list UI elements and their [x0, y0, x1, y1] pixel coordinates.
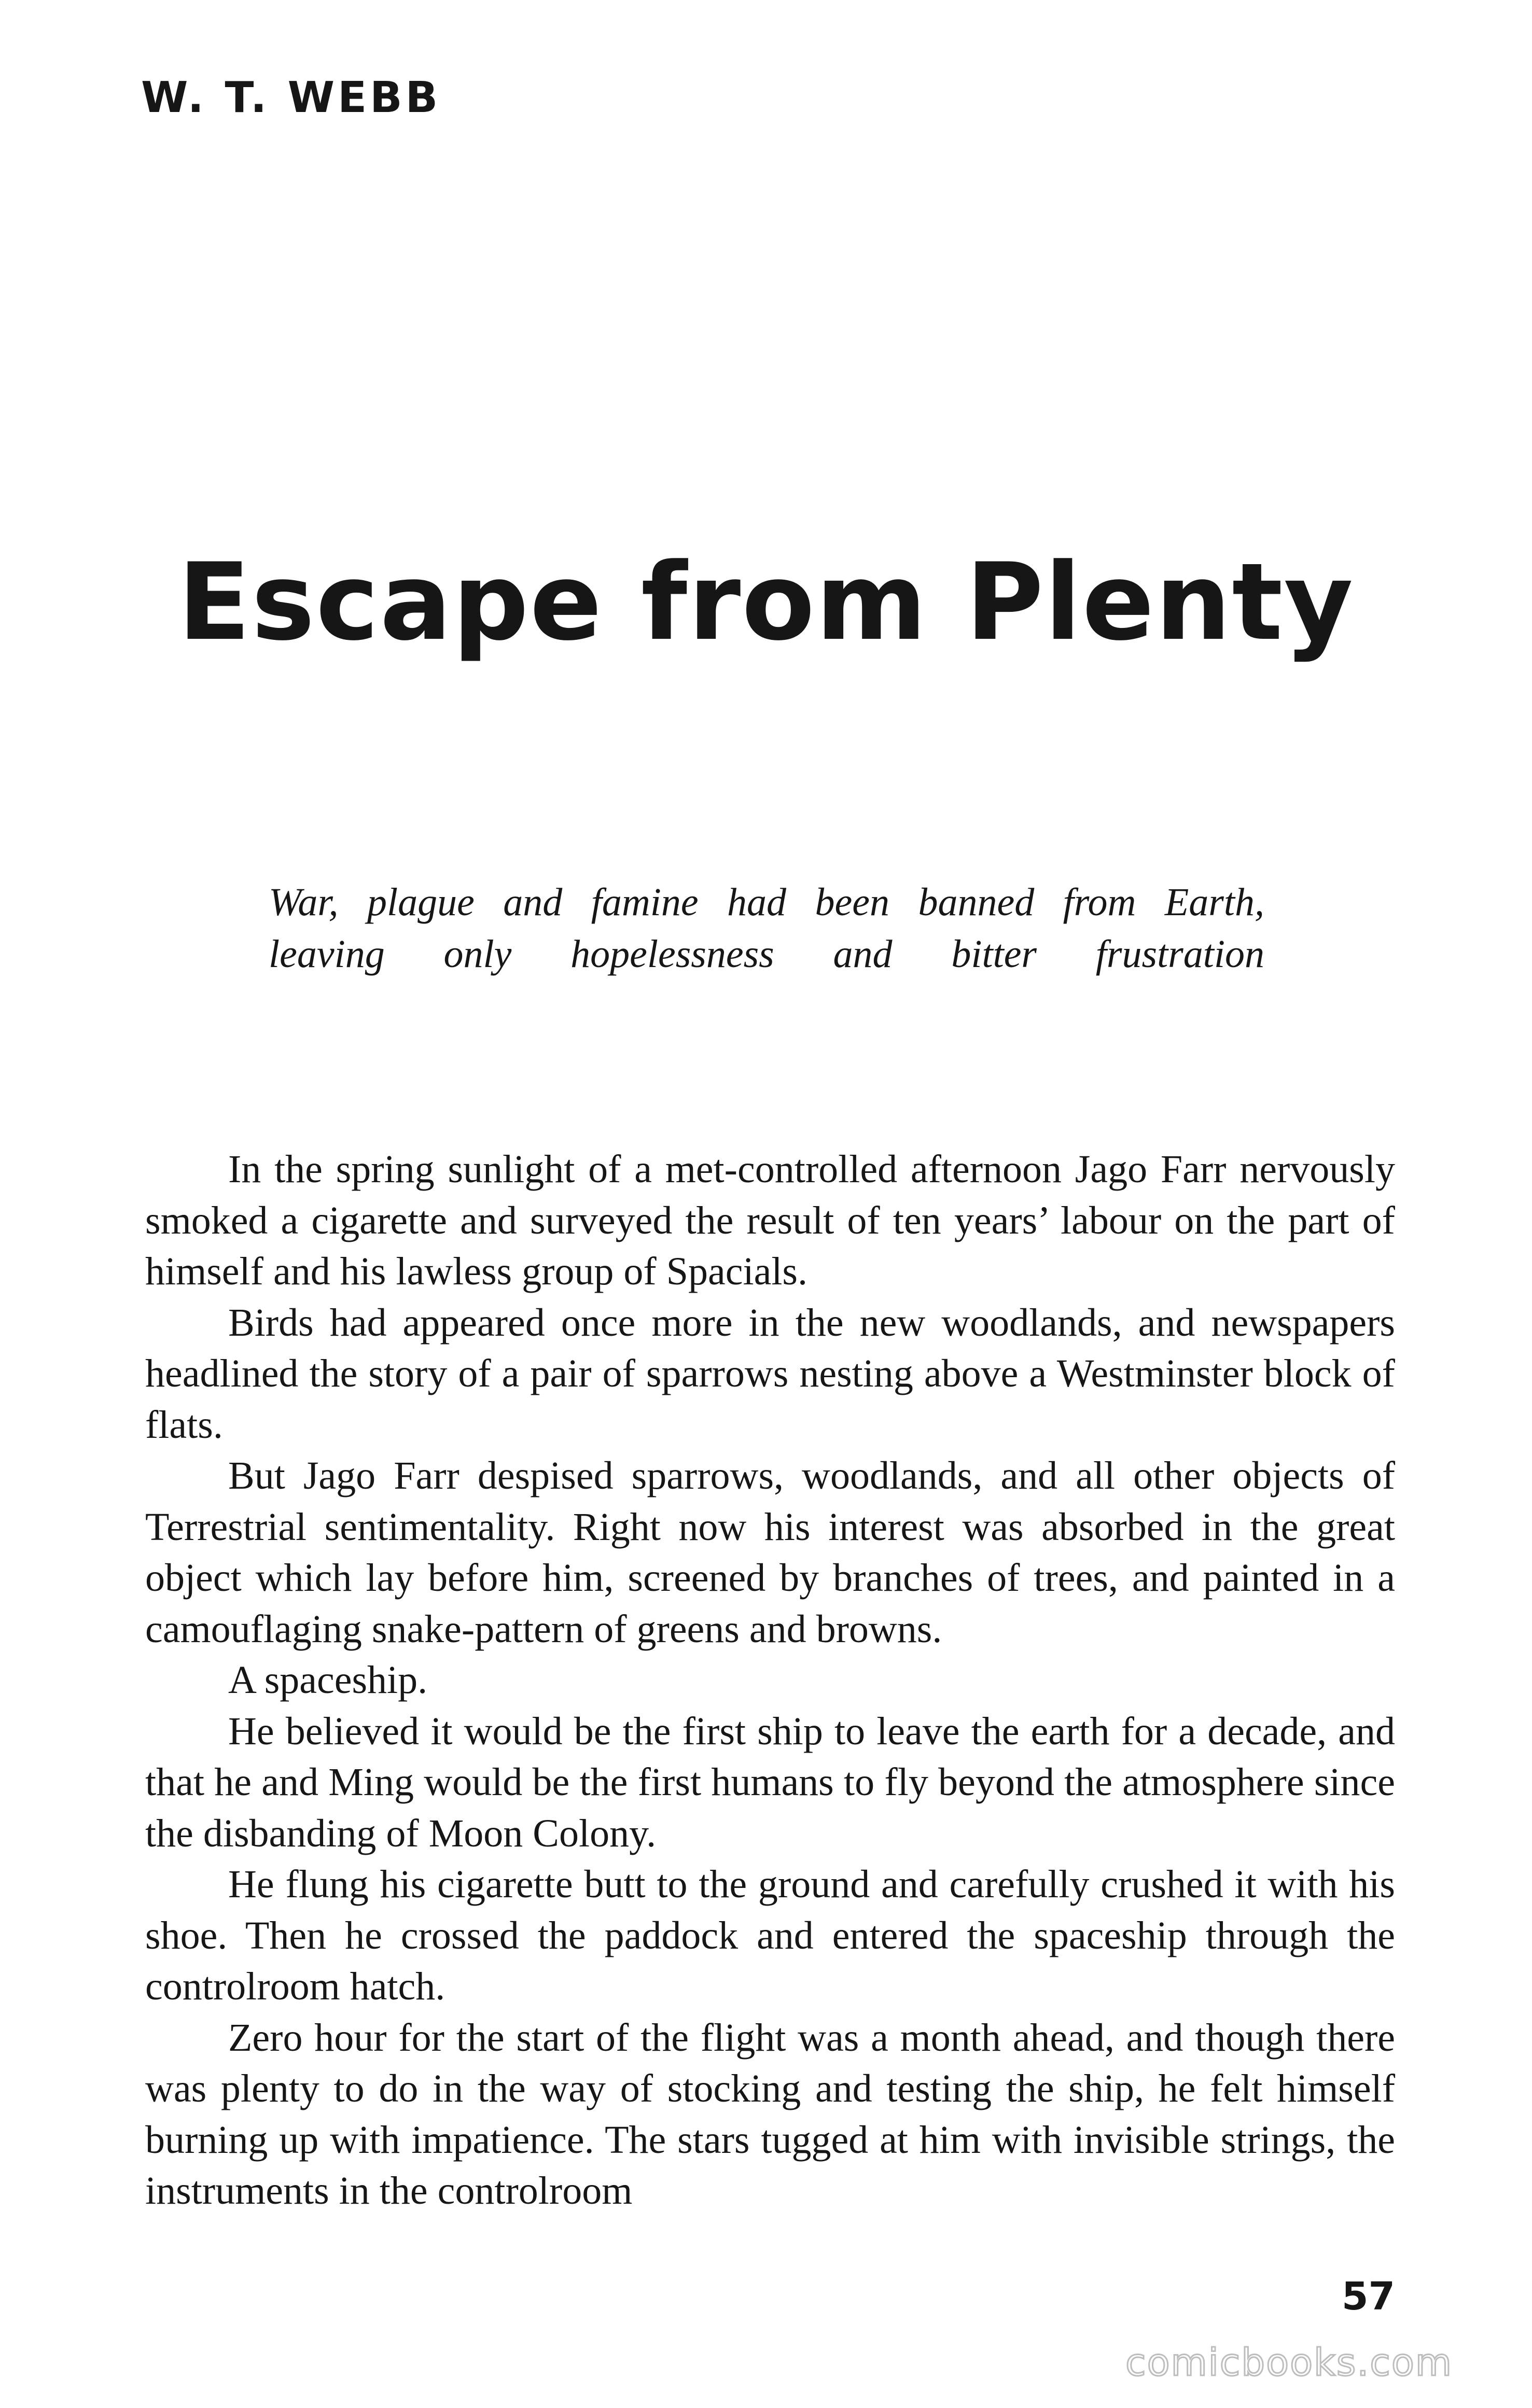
paragraph: He flung his cigarette butt to the ground and carefully crushed it with his shoe. Then he crossed the paddock and entered the spaceship through the controlroom hatch.	[145, 1863, 1395, 2008]
paragraph: A spaceship.	[228, 1658, 428, 1702]
story-subtitle	[269, 876, 1264, 980]
paragraph: Birds had appeared once more in the new woodlands, and newspapers headlined the story of a pair of sparrows nesting above a Westminster block of flats.	[145, 1300, 1395, 1447]
story-body	[145, 1144, 1395, 2217]
paragraph: In the spring sunlight of a met-controlled afternoon Jago Farr nervously smoked a cigarette and surveyed the result of ten years’ labour on the part of himself and his lawless group of Spacials.	[145, 1147, 1395, 1293]
site-watermark: comicbooks.com	[1125, 2341, 1453, 2384]
author-name: W. T. WEBB	[141, 73, 441, 122]
paragraph: He believed it would be the first ship to leave the earth for a decade, and that he and Ming would be the first humans to fly beyond the atmosphere since the disbanding of Moon Colony.	[145, 1709, 1395, 1855]
page-number: 57	[1342, 2274, 1395, 2319]
subtitle-line-2: leaving only hopelessness and bitter frustration	[269, 932, 1264, 976]
paragraph: Zero hour for the start of the flight was a month ahead, and though there was plenty to do in the way of stocking and testing the ship, he felt himself burning up with impatience. The stars tugged at him with invisible strings, the instruments in the controlroom	[145, 2015, 1395, 2213]
paragraph: But Jago Farr despised sparrows, woodlands, and all other objects of Terrestrial sentimentality. Right now his interest was absorbed in the great object which lay before him, screened by branches of trees, and painted in a camouflaging snake-pattern of greens and browns.	[145, 1454, 1395, 1651]
story-title: Escape from Plenty	[177, 541, 1355, 664]
subtitle-line-1: War, plague and famine had been banned from Earth,	[269, 880, 1264, 924]
